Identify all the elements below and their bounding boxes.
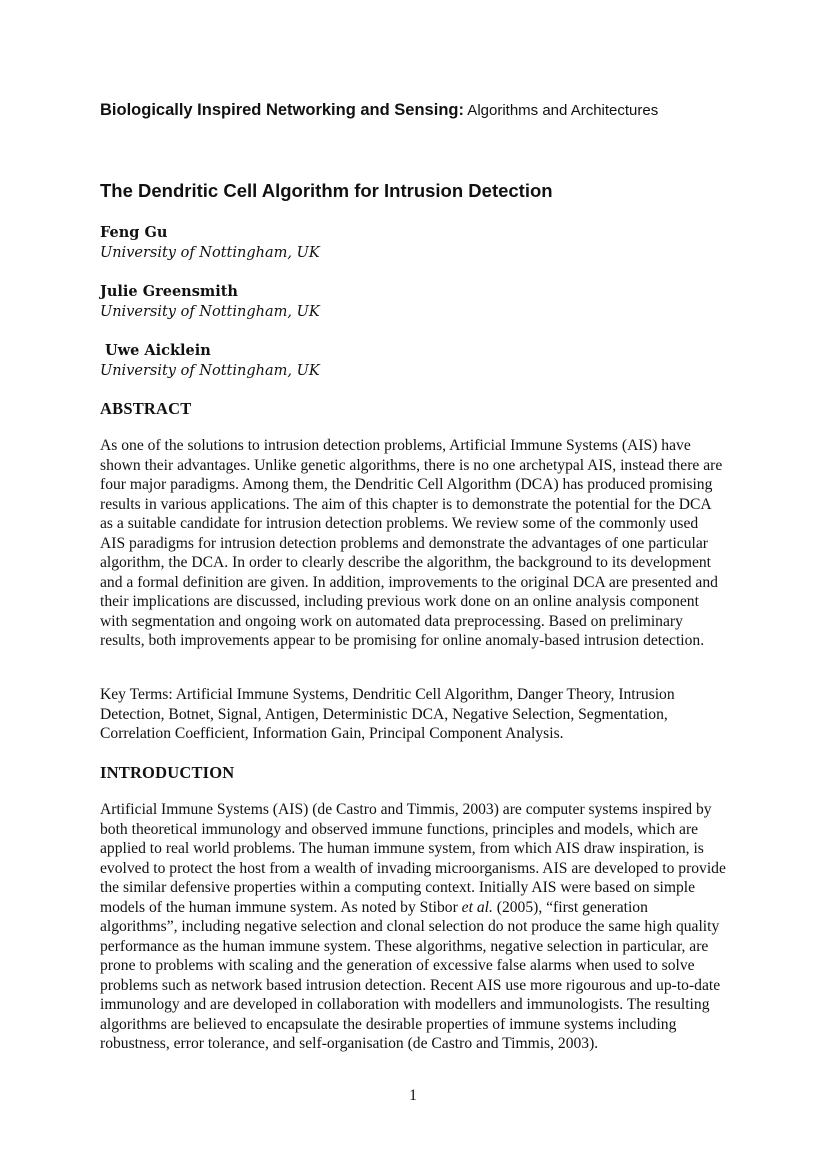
page-number: 1 [409,1087,417,1104]
author-affiliation: University of Nottingham, UK [100,304,320,320]
author-affiliation: University of Nottingham, UK [100,245,320,261]
chapter-title: The Dendritic Cell Algorithm for Intrusion Detection [100,180,553,201]
abstract-heading: ABSTRACT [100,399,192,418]
introduction-text-part1: Artificial Immune Systems (AIS) (de Castro and Timmis, 2003) are computer systems inspired by both theoretical immunology and observed immune functions, principles and models, which are applied to real world problems. The human immune system, from which AIS draw inspiration, is evolved to protect the host from a wealth of invading microorganisms. AIS are developed to provide the similar defensive properties within a computing context. Initially AIS were based on simple models of the human immune system. As noted by Stibor [100,801,726,916]
author-name: Uwe Aicklein [105,342,211,359]
introduction-text [100,800,726,1054]
book-title [100,100,720,121]
key-terms: Key Terms: Artificial Immune Systems, Dendritic Cell Algorithm, Danger Theory, Intrusion Detection, Botnet, Signal, Antigen, Deterministic DCA, Negative Selection, Segmentation, Correlation Coefficient, Information Gain, Principal Component Analysis. [100,686,675,742]
author-name: Feng Gu [100,224,168,241]
introduction-heading: INTRODUCTION [100,763,235,782]
introduction-text-part2: (2005), “first generation algorithms”, including negative selection and clonal selection do not produce the same high quality performance as the human immune system. These algorithms, negative selection in particular, are prone to problems with scaling and the generation of excessive false alarms when used to solve problems such as network based intrusion detection. Recent AIS use more rigourous and up-to-date immunology and are developed in collaboration with modellers and immunologists. The resulting algorithms are believed to encapsulate the desirable properties of immune systems including robustness, error tolerance, and self-organisation (de Castro and Timmis, 2003). [100,898,721,1052]
book-title-subtitle: Algorithms and Architectures [463,102,659,119]
author-block [100,341,500,381]
author-affiliation: University of Nottingham, UK [100,363,320,379]
author-block [100,223,500,263]
abstract-text: As one of the solutions to intrusion detection problems, Artificial Immune Systems (AIS) have shown their advantages. Unlike genetic algorithms, there is no one archetypal AIS, instead there are four major paradigms. Among them, the Dendritic Cell Algorithm (DCA) has produced promising results in various applications. The aim of this chapter is to demonstrate the potential for the DCA as a suitable candidate for intrusion detection problems. We review some of the commonly used AIS paradigms for intrusion detection problems and demonstrate the advantages of one particular algorithm, the DCA. In order to clearly describe the algorithm, the background to its development and a formal definition are given. In addition, improvements to the original DCA are presented and their implications are discussed, including previous work done on an online analysis component with segmentation and ongoing work on automated data preprocessing. Based on preliminary results, both improvements appear to be promising for online anomaly-based intrusion detection. [100,437,723,649]
introduction-text-italic: et al. [461,898,493,916]
author-name: Julie Greensmith [100,283,238,300]
author-block [100,282,500,322]
book-title-main: Biologically Inspired Networking and Sensing: [100,101,464,119]
